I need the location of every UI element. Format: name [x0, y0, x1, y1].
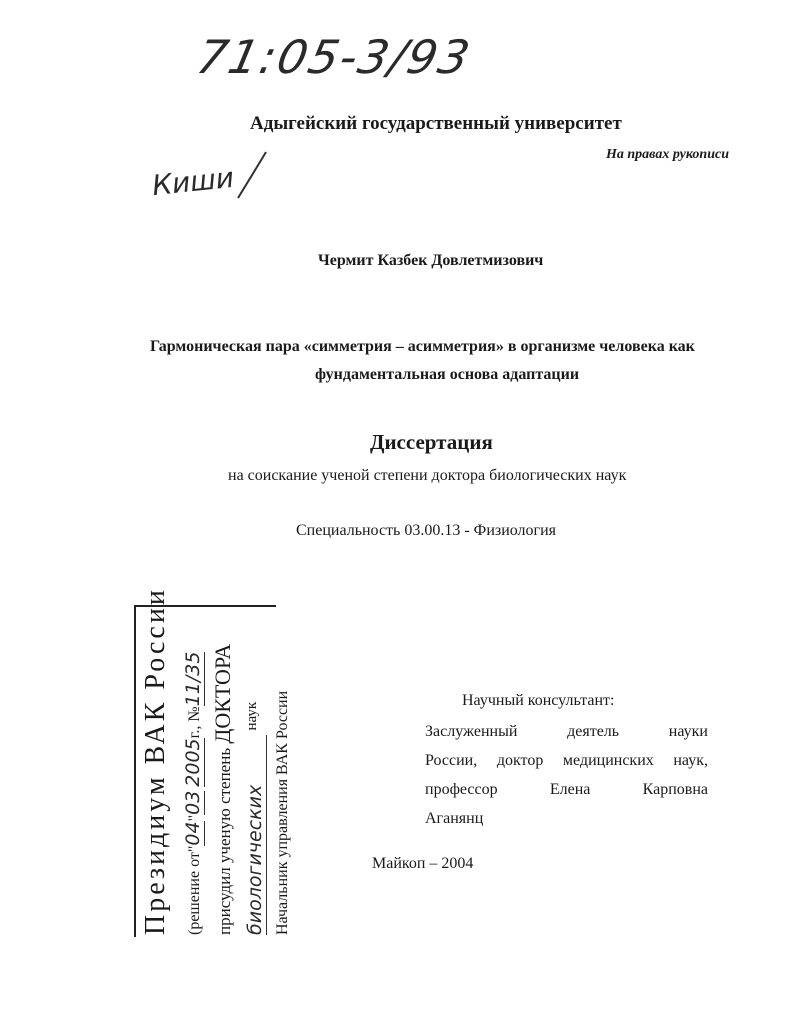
- word: наук,: [673, 752, 708, 769]
- consultant-line-2: [425, 746, 708, 775]
- thesis-title-line2: фундаментальная основа адаптации: [315, 366, 580, 383]
- consultant-details: [425, 717, 708, 833]
- word: доктор: [496, 752, 544, 769]
- vak-stamp: [140, 587, 300, 935]
- word: Карповна: [642, 781, 708, 798]
- specialty: [296, 522, 556, 540]
- degree-description: на соискание ученой степени доктора биологических наук: [228, 467, 627, 484]
- stamp-org: Президиум ВАК России: [140, 587, 171, 935]
- stamp-field: [244, 702, 267, 935]
- archive-number: 71:05-3/93: [192, 30, 477, 84]
- stamp-degree-word: ДОКТОРА: [210, 643, 235, 744]
- thesis-title-line1: Гармоническая пара «симметрия – асимметрия» в организме человека как: [150, 338, 695, 355]
- stamp-awarded: [210, 644, 236, 935]
- word: деятель: [567, 723, 620, 740]
- stamp-field-suffix: наук: [244, 701, 260, 731]
- consultant-heading: Научный консультант:: [462, 692, 615, 709]
- consultant-line-1: [425, 717, 708, 746]
- stamp-awarded-text: присудил ученую степень: [215, 747, 234, 935]
- word: России,: [425, 752, 478, 769]
- document-type: Диссертация: [370, 430, 493, 454]
- specialty-code: 03.00.13: [404, 522, 461, 539]
- handwritten-mark: Киши: [150, 160, 236, 203]
- stamp-decision-no: 11/35: [182, 651, 204, 707]
- word: Заслуженный: [425, 723, 518, 740]
- specialty-dash: -: [464, 522, 474, 539]
- consultant-line-3: [425, 775, 708, 804]
- specialty-name: Физиология: [473, 522, 557, 539]
- stamp-date-year: 2005: [182, 738, 204, 787]
- stamp-decision-prefix: (решение от: [186, 852, 203, 935]
- consultant-line-4: [425, 804, 708, 833]
- specialty-label: Специальность: [296, 522, 401, 539]
- stamp-decision: (решение от"04"03 2005г., №11/35: [182, 651, 204, 935]
- stamp-date-month: 03: [182, 790, 204, 815]
- word: Елена: [549, 781, 591, 798]
- university-name: Адыгейский государственный университет: [250, 113, 622, 134]
- manuscript-note: На правах рукописи: [606, 147, 729, 162]
- stamp-no-prefix: г., №: [186, 706, 203, 739]
- word: науки: [668, 723, 708, 740]
- stamp-head: Начальник управления ВАК России: [274, 690, 291, 935]
- handwritten-slash: [232, 150, 272, 200]
- city-year: Майкоп – 2004: [372, 855, 474, 872]
- stamp-date-day: 04: [182, 821, 204, 846]
- stamp-field-handwritten: биологических: [244, 735, 267, 935]
- word: Аганянц: [425, 810, 484, 827]
- word: профессор: [425, 781, 498, 798]
- author-name: Чермит Казбек Довлетмизович: [318, 252, 544, 269]
- word: медицинских: [562, 752, 654, 769]
